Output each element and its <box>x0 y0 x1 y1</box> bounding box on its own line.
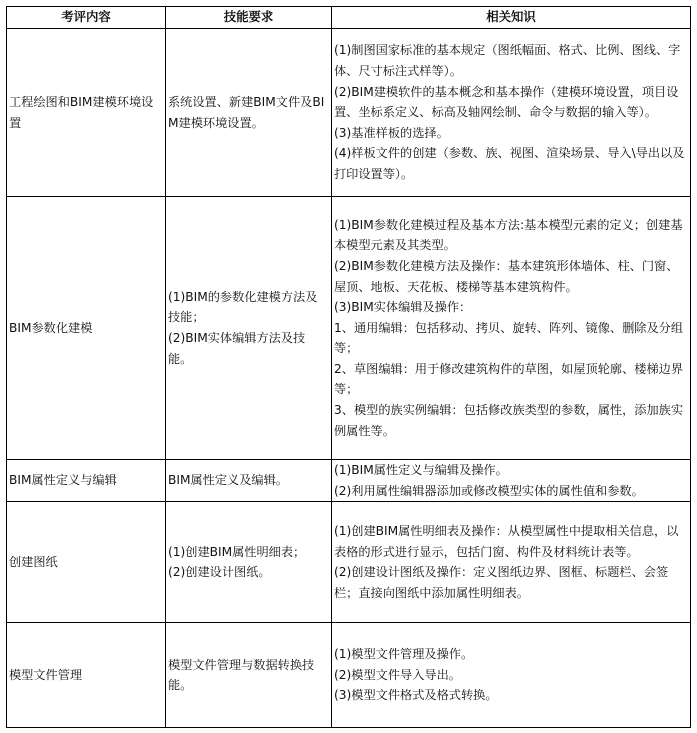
skills-cell <box>166 29 332 197</box>
knowledge-line: (2)BIM建模软件的基本概念和基本操作（建模环境设置，项目设置、坐标系定义、标高及轴网绘制、命令与数据的输入等）。 <box>334 84 679 120</box>
table-row <box>7 197 691 460</box>
topic-cell: BIM参数化建模 <box>7 197 166 460</box>
knowledge-cell <box>332 502 691 623</box>
skills-cell <box>166 460 332 502</box>
skills-cell <box>166 502 332 623</box>
knowledge-line: (2)BIM参数化建模方法及操作：基本建筑形体墙体、柱、门窗、屋顶、地板、天花板、楼梯等基本建筑构件。 <box>334 258 679 294</box>
assessment-table <box>6 6 691 728</box>
skill-line: (2)创建设计图纸。 <box>168 565 271 580</box>
knowledge-line: (2)利用属性编辑器添加或修改模型实体的属性值和参数。 <box>334 483 644 498</box>
knowledge-line: (3)模型文件格式及格式转换。 <box>334 688 498 703</box>
header-skills: 技能要求 <box>166 7 332 29</box>
topic-cell: 模型文件管理 <box>7 623 166 728</box>
knowledge-cell <box>332 623 691 728</box>
knowledge-line: (1)BIM参数化建模过程及基本方法:基本模型元素的定义；创建基本模型元素及其类型。 <box>334 217 683 253</box>
knowledge-line: (4)样板文件的创建（参数、族、视图、渲染场景、导入\导出以及打印设置等）。 <box>334 146 685 181</box>
knowledge-line: (2)创建设计图纸及操作：定义图纸边界、图框、标题栏、会签栏；直接向图纸中添加属性明细表。 <box>334 565 669 600</box>
header-knowledge: 相关知识 <box>332 7 691 29</box>
knowledge-line: (2)模型文件导入导出。 <box>334 667 461 682</box>
knowledge-line: 1、通用编辑：包括移动、拷贝、旋转、阵列、镜像、删除及分组等； <box>334 320 684 356</box>
skill-line: 系统设置、新建BIM文件及BIM建模环境设置。 <box>168 94 325 130</box>
skill-line: 模型文件管理与数据转换技能。 <box>168 657 315 693</box>
header-topic: 考评内容 <box>7 7 166 29</box>
skills-cell <box>166 623 332 728</box>
knowledge-line: (3)基准样板的选择。 <box>334 125 449 140</box>
knowledge-line: (1)BIM属性定义与编辑及操作。 <box>334 463 508 477</box>
knowledge-line: (1)模型文件管理及操作。 <box>334 647 474 662</box>
knowledge-line: (3)BIM实体编辑及操作： <box>334 300 472 315</box>
topic-cell: BIM属性定义与编辑 <box>7 460 166 502</box>
topic-cell: 创建图纸 <box>7 502 166 623</box>
table-row <box>7 29 691 197</box>
knowledge-cell <box>332 29 691 197</box>
knowledge-line: 3、模型的族实例编辑：包括修改族类型的参数，属性，添加族实例属性等。 <box>334 403 684 438</box>
topic-cell: 工程绘图和BIM建模环境设置 <box>7 29 166 197</box>
table-row <box>7 623 691 728</box>
knowledge-line: (1)制图国家标准的基本规定（图纸幅面、格式、比例、图线、字体、尺寸标注式样等）。 <box>334 43 681 79</box>
knowledge-line: 2、草图编辑：用于修改建筑构件的草图，如屋顶轮廓、楼梯边界等； <box>334 361 684 397</box>
table-header-row <box>7 7 691 29</box>
skill-line: (2)BIM实体编辑方法及技能。 <box>168 331 306 366</box>
skill-line: BIM属性定义及编辑。 <box>168 473 288 488</box>
table-row <box>7 460 691 502</box>
skills-cell <box>166 197 332 460</box>
knowledge-cell <box>332 197 691 460</box>
knowledge-line: (1)创建BIM属性明细表及操作：从模型属性中提取相关信息，以表格的形式进行显示，包括门窗、构件及材料统计表等。 <box>334 524 679 559</box>
skill-line: (1)BIM的参数化建模方法及技能； <box>168 289 318 325</box>
table-row <box>7 502 691 623</box>
skill-line: (1)创建BIM属性明细表； <box>168 544 306 559</box>
knowledge-cell <box>332 460 691 502</box>
